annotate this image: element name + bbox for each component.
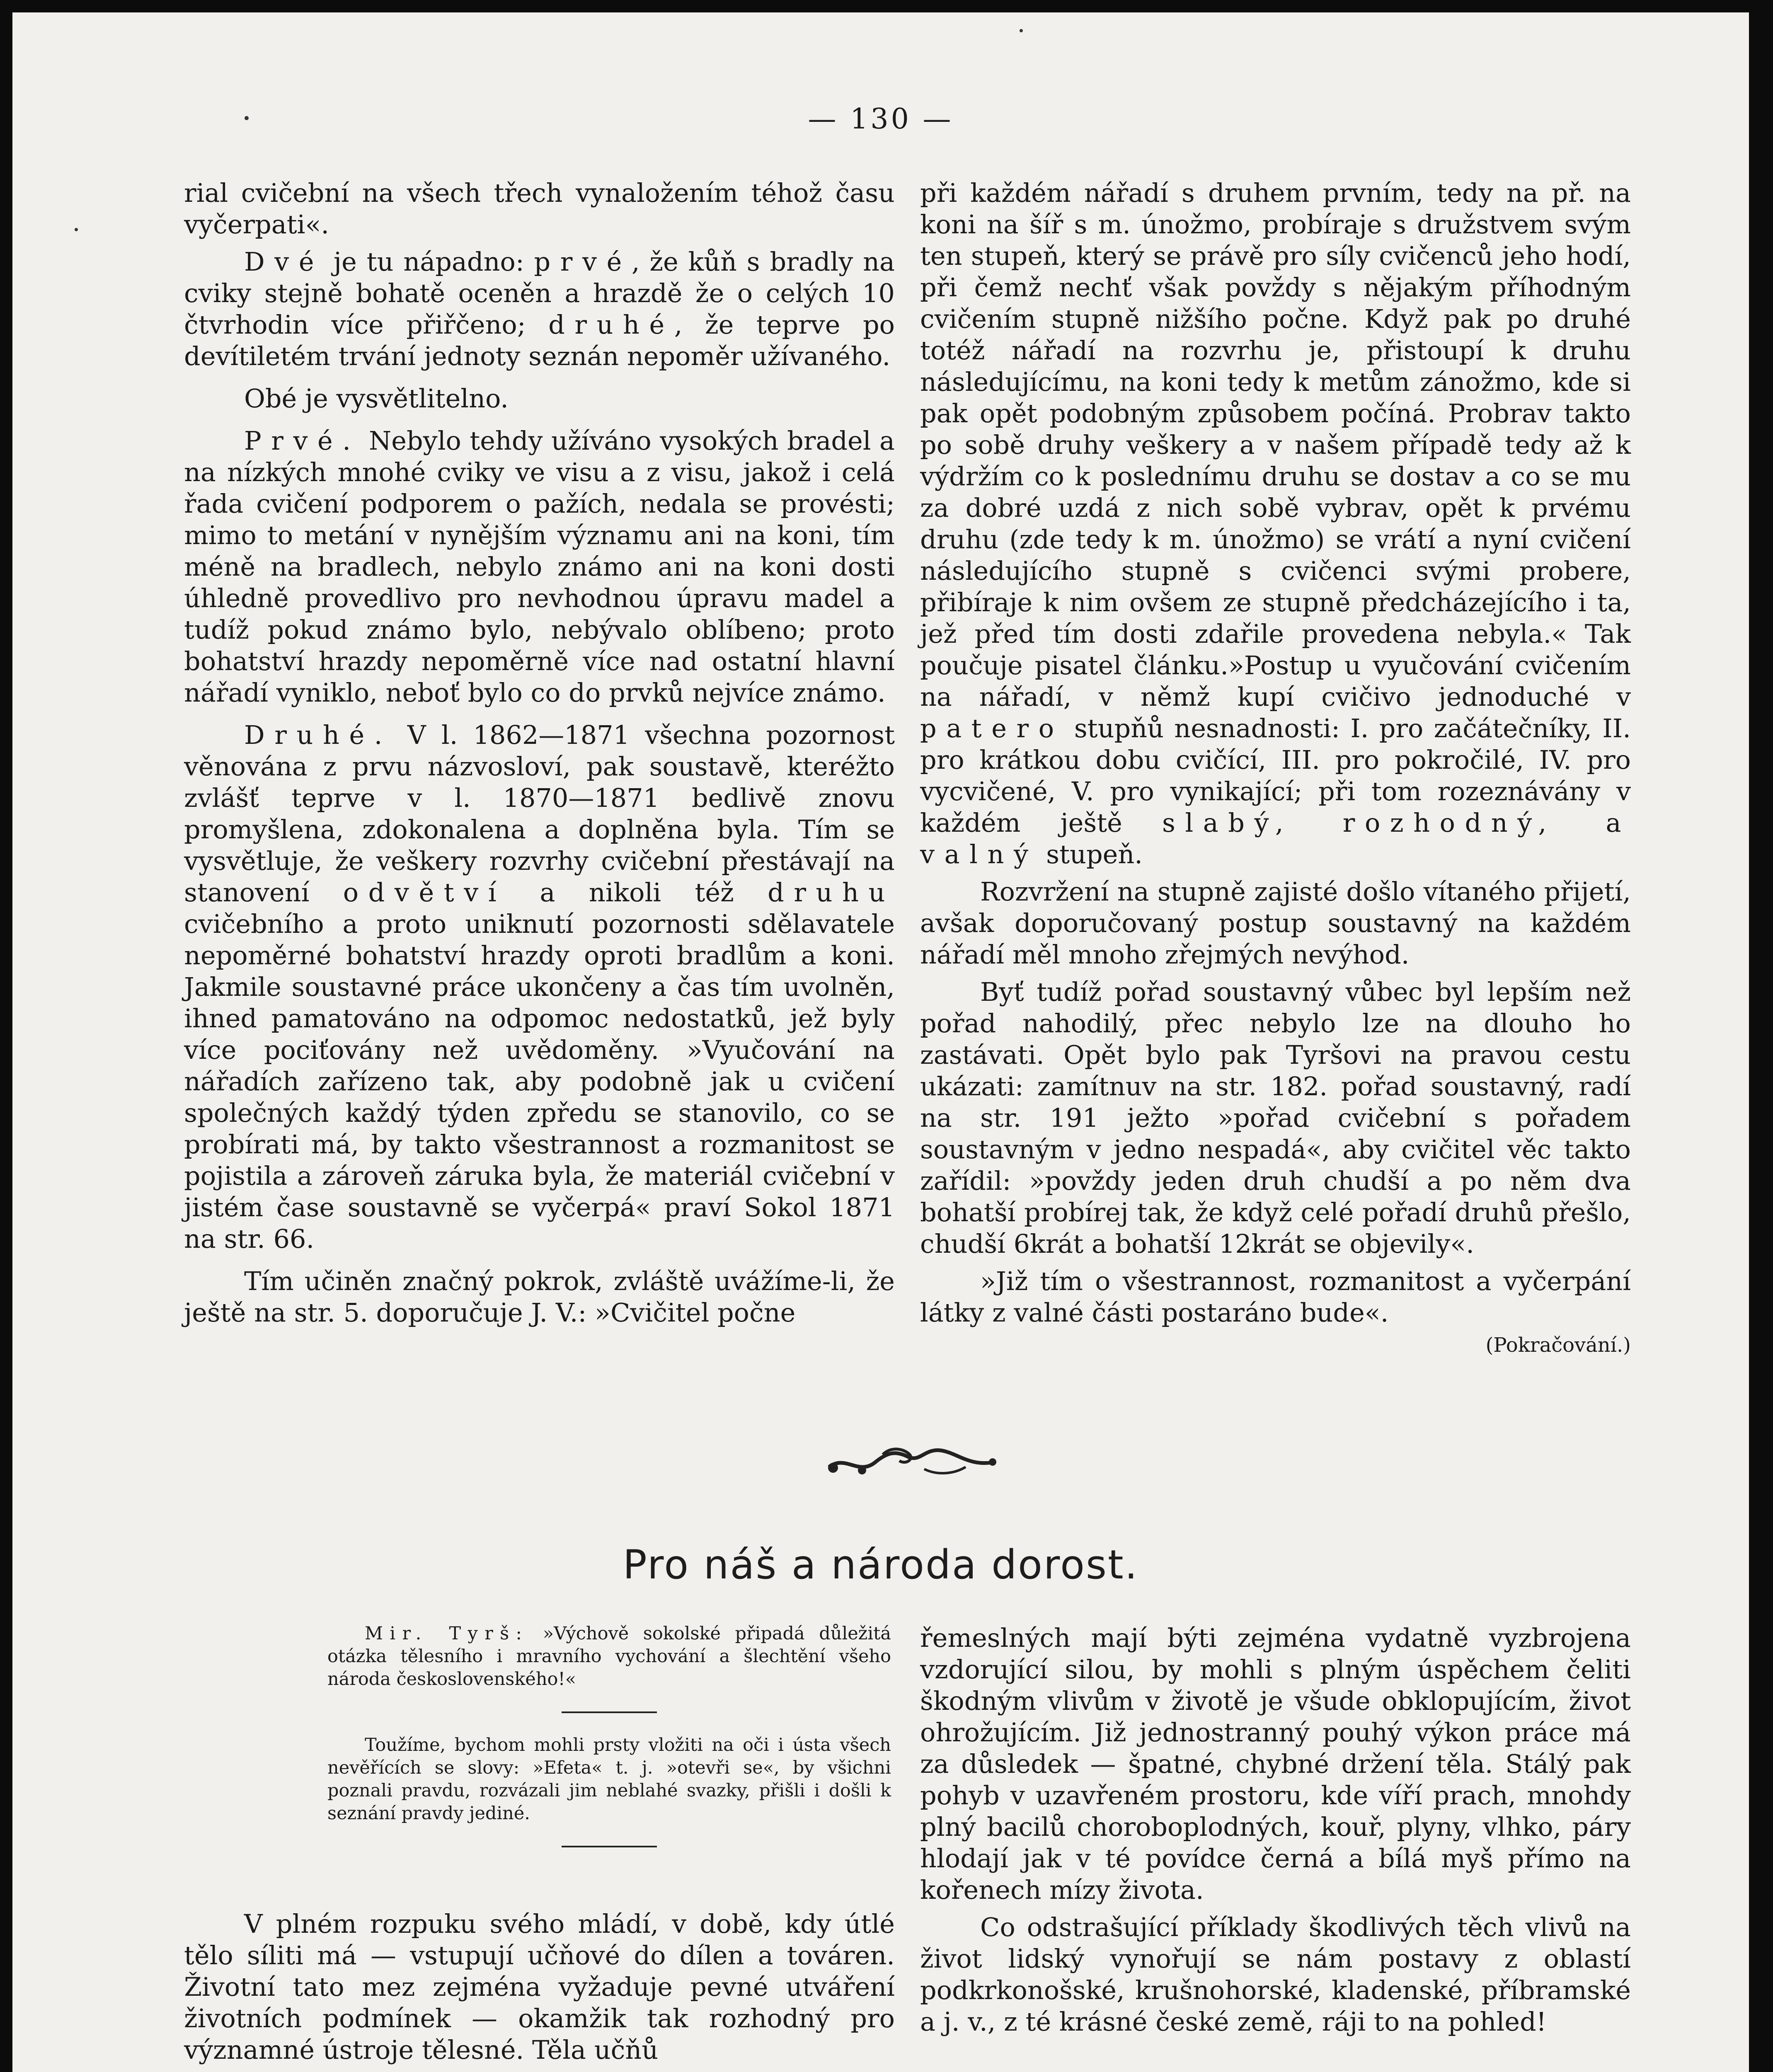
paragraph-prve: Prvé. Nebylo tehdy užíváno vysokých bradel a na nízkých mnohé cviky ve visu a z visu, jakož i celá řada cvičení podporem o pažích, nedala se provésti; mimo to metání v nynějším významu ani na koni, tím méně na bradlech, nebylo známo ani na koni dosti úhledně provedlivo pro nevhodnou úpravu madel a tudíž pokud známo bylo, nebývalo oblíbeno; proto bohatství hrazdy nepoměrně více nad ostatní hlavní nářadí vyniklo, neboť bylo co do prvků nejvíce známo. [184,426,895,708]
divider [562,1846,657,1847]
paragraph: při každém nářadí s druhem prvním, tedy na př. na koni na šíř s m. únožmo, probíraje s družstvem svým ten stupeň, který se právě pro síly cvičenců jeho hodí, při čemž nechť však povždy s nějakým příhodným cvičením stupně nižšího počne. Když pak po druhé totéž nářadí na rozvrhu je, přistoupí k druhu následujícímu, na koni tedy k metům zánožmo, kde si pak opět podobným způsobem počíná. Probrav takto po sobě druhy veškery a v našem případě tedy až k výdržím co k poslednímu druhu se dostav a co se mu za dobré uzdá z nich sobě vybrav, opět k prvému druhu (zde tedy k m. únožmo) se vrátí a nyní cvičení následujícího stupně s cvičenci svými probere, přibíraje k nim ovšem ze stupně předcházejícího i ta, jež před tím dosti zdařile provedena nebyla.« Tak poučuje pisatel článku.»Postup u vyučování cvičením na nářadí, v němž kupí cvičivo jednoduché v patero stupňů nesnadnosti: I. pro začátečníky, II. pro krátkou dobu cvičící, III. pro pokročilé, IV. pro vycvičené, V. pro vynikající; při tom rozeznávány v každém ještě slabý, rozhodný, a valný stupeň. [920,178,1631,869]
spaced-word: slabý, rozhodný, a valný [920,808,1631,869]
decorative-flourish-icon [821,1438,1003,1484]
print-speck [245,116,249,120]
column-right-top [920,177,1631,1361]
paragraph: Tím učiněn značný pokrok, zvláště uvážíme-li, že ještě na str. 5. doporučuje J. V.: »Cvičitel počne [184,1266,895,1328]
print-speck [75,228,78,231]
spaced-word: prvé [534,247,632,277]
paragraph-druhe: Druhé. V l. 1862—1871 všechna pozornost věnována z prvu názvosloví, pak soustavě, kteréžto zvlášť teprve v l. 1870—1871 bedlivě znovu promyšlena, zdokonalena a doplněna byla. Tím se vysvětluje, že veškery rozvrhy cvičební přestávají na stanovení odvětví a nikoli též druhu cvičebního a proto uniknutí pozornosti sdělavatele nepoměrné bohatství hrazdy oproti bradlům a koni. Jakmile soustavné práce ukončeny a čas tím uvolněn, ihned pamatováno na odpomoc nedostatků, jež byly více pociťovány než uvědoměny. »Vyučování na nářadích zařízeno tak, aby podobně jak u cvičení společných každý týden zpředu se stanovilo, co se probírati má, by takto všestrannost a rozmanitost se pojistila a zároveň záruka byla, že materiál cvičební v jistém čase soustavně se vyčerpá« praví Sokol 1871 na str. 66. [184,720,895,1254]
paragraph: Byť tudíž pořad soustavný vůbec byl lepším než pořad nahodilý, přec nebylo lze na dlouho ho zastávati. Opět bylo pak Tyršovi na pravou cestu ukázati: zamítnuv na str. 182. pořad soustavný, radí na str. 191 ježto »pořad cvičební s pořadem soustavným v jedno nespadá«, aby cvičitel věc takto zařídil: »povždy jeden druh chudší a po něm dva bohatší probírej tak, že když celé pořadí druhů přešlo, chudší 6krát a bohatší 12krát se objevily«. [920,977,1631,1259]
column-left-top [184,177,895,1329]
spaced-word: Dvé [244,247,324,277]
epigraphs [327,1622,891,1868]
page [12,12,1749,2072]
column-left-bottom [184,1908,895,2066]
spaced-word: Druhé. [244,720,392,750]
page-number: — 130 — [808,103,954,136]
quote-author: Mir. Tyrš: [365,1623,529,1644]
spaced-word: odvětví [343,877,506,908]
spaced-word: Prvé. [244,426,361,456]
section-title: Pro náš a národa dorost. [622,1542,1139,1588]
paragraph: Co odstrašující příklady škodlivých těch vlivů na život lidský vynořují se nám postavy z oblastí podkrkonošské, krušnohorské, kladenské, příbramské a j. v., z té krásné české země, ráji to na pohled! [920,1912,1631,2037]
print-speck [1020,29,1023,32]
epigraph-tyrs: Mir. Tyrš: »Výchově sokolské připadá důležitá otázka tělesního i mravního vychování a šlechtění všeho národa československého!« [327,1623,891,1690]
paragraph: »Již tím o všestrannost, rozmanitost a vyčerpání látky z valné části postaráno bude«. [920,1266,1631,1328]
epigraph-efeta: Toužíme, bychom mohli prsty vložiti na oči i ústa všech nevěřících se slovy: »Efeta« t. j. »otevři se«, by všichni poznali pravdu, rozvázali jim neblahé svazky, přišli i došli k seznání pravdy jediné. [327,1735,891,1824]
paragraph: rial cvičební na všech třech vynaložením téhož času vyčerpati«. [184,178,895,240]
column-right-bottom [920,1622,1631,2038]
paragraph: řemeslných mají býti zejména vydatně vyzbrojena vzdorující silou, by mohli s plným úspěchem čeliti škodným vlivům v životě je všude obklopujícím, život ohrožujícím. Již jednostranný pouhý výkon práce má za důsledek — špatné, chybné držení těla. Stálý pak pohyb v uzavřeném prostoru, kde víří prach, mnohdy plný bacilů choroboplodných, kouř, plyny, vlhko, páry hlodají jak v té povídce černá a bílá myš přímo na kořenech mízy života. [920,1623,1631,1905]
spaced-word: druhu [768,877,895,908]
paragraph: V plném rozpuku svého mládí, v době, kdy útlé tělo síliti má — vstupují učňové do dílen a továren. Životní tato mez zejména vyžaduje pevné utváření životních podmínek — okamžik tak rozhodný pro významné ústroje tělesné. Těla učňů [184,1909,895,2065]
paragraph: Obé je vysvětlitelno. [244,383,509,414]
paragraph: Rozvržení na stupně zajisté došlo vítaného přijetí, avšak doporučovaný postup soustavný na každém nářadí měl mnoho zřejmých nevýhod. [920,876,1631,970]
spaced-word: druhé [548,310,674,340]
divider [562,1711,657,1713]
continued-note: (Pokračování.) [1485,1334,1631,1357]
spaced-word: patero [920,713,1064,743]
paragraph-dve: Dvé je tu nápadno: prvé, že kůň s bradly na cviky stejně bohatě oceněn a hrazdě že o celých 10 čtvrhodin více přiřčeno; druhé, že teprve po devítiletém trvání jednoty seznán nepoměr užívaného. [184,247,895,371]
